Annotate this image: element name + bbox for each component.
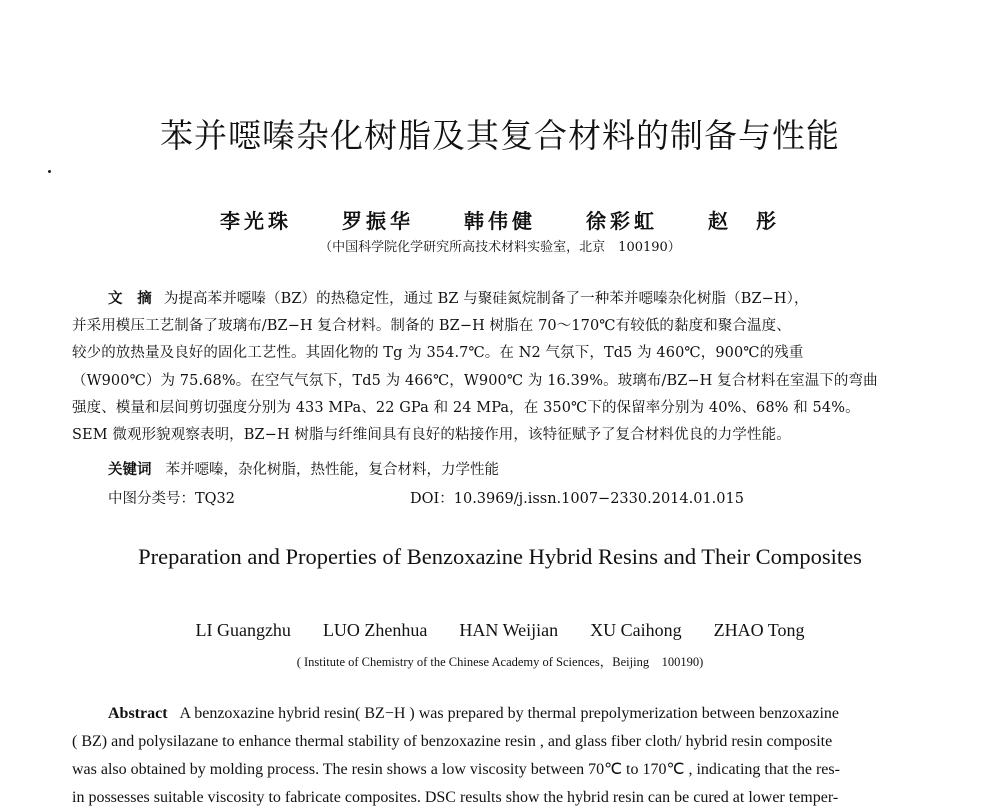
abstract-line: was also obtained by molding process. The resin shows a low viscosity between 70℃ to 170℃ , indicating that the res-	[72, 761, 840, 778]
english-affiliation: ( Institute of Chemistry of the Chinese Academy of Sciences，Beijing 100190)	[296, 655, 704, 669]
abstract-line: 并采用模压工艺制备了玻璃布/BZ−H 复合材料。制备的 BZ−H 树脂在 70～170℃有较低的黏度和聚合温度、	[72, 318, 791, 335]
english-abstract	[72, 700, 928, 812]
chinese-author: 韩伟健	[464, 209, 536, 233]
abstract-line: 为提高苯并噁嗪（BZ）的热稳定性，通过 BZ 与聚硅氮烷制备了一种苯并噁嗪杂化树脂（BZ−H），	[163, 291, 809, 307]
abstract-line: ( BZ) and polysilazane to enhance thermal stability of benzoxazine resin , and glass fiber cloth/ hybrid resin composite	[72, 733, 833, 750]
chinese-author: 徐彩虹	[586, 209, 658, 233]
english-author: LI Guangzhu	[195, 620, 291, 640]
english-authors	[0, 620, 1000, 641]
chinese-affiliation: （中国科学院化学研究所高技术材料实验室，北京 100190）	[319, 240, 681, 255]
abstract-line: 较少的放热量及良好的固化工艺性。其固化物的 Tg 为 354.7℃。在 N2 气氛下，Td5 为 460℃，900℃的残重	[72, 345, 804, 362]
chinese-abstract-label: 文 摘	[108, 290, 152, 307]
english-title: Preparation and Properties of Benzoxazine Hybrid Resins and Their Composites	[138, 544, 862, 569]
keywords	[108, 458, 499, 479]
abstract-line: SEM 微观形貌观察表明，BZ−H 树脂与纤维间具有良好的粘接作用，该特征赋予了复合材料优良的力学性能。	[72, 427, 791, 444]
abstract-line: A benzoxazine hybrid resin( BZ−H ) was prepared by thermal prepolymerization between benzoxazine	[179, 705, 839, 722]
abstract-line: in possesses suitable viscosity to fabricate composites. DSC results show the hybrid resin can be cured at lower temper-	[72, 789, 839, 806]
english-author: XU Caihong	[590, 620, 682, 640]
stray-mark	[48, 170, 51, 173]
chinese-authors	[0, 205, 1000, 234]
doi: DOI：10.3969/j.issn.1007−2330.2014.01.015	[410, 491, 744, 507]
chinese-author: 罗振华	[342, 209, 414, 233]
chinese-title: 苯并噁嗪杂化树脂及其复合材料的制备与性能	[160, 116, 840, 155]
english-author: ZHAO Tong	[713, 620, 805, 640]
chinese-author: 李光珠	[220, 209, 292, 233]
keywords-text: 苯并噁嗪，杂化树脂，热性能，复合材料，力学性能	[165, 462, 499, 478]
abstract-line: 强度、模量和层间剪切强度分别为 433 MPa、22 GPa 和 24 MPa，在 350℃下的保留率分别为 40%、68% 和 54%。	[72, 399, 860, 416]
english-abstract-label: Abstract	[108, 705, 168, 722]
chinese-author: 赵 彤	[708, 209, 780, 233]
english-author: LUO Zhenhua	[322, 620, 428, 640]
english-author: HAN Weijian	[459, 620, 559, 640]
clc-number: 中图分类号：TQ32	[108, 491, 236, 507]
abstract-line: （W900℃）为 75.68%。在空气气氛下，Td5 为 466℃，W900℃ 为 16.39%。玻璃布/BZ−H 复合材料在室温下的弯曲	[72, 372, 878, 389]
chinese-abstract	[72, 285, 928, 449]
keywords-label: 关键词	[108, 461, 152, 478]
